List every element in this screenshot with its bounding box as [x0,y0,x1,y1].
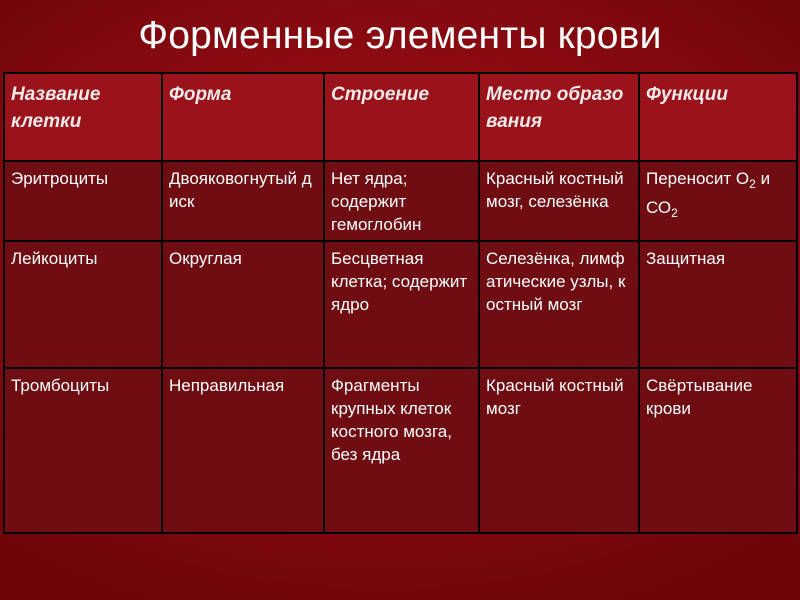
cell-shape: Двояковогнутый диск [162,161,324,241]
cell-name: Тромбоциты [4,368,162,533]
blood-cells-table [3,72,798,534]
slide-title: Форменные элементы крови [138,14,662,57]
table-row [4,241,797,368]
cell-shape: Неправильная [162,368,324,533]
cell-origin: Красный костный мозг, селезёнка [479,161,639,241]
function-text: Переносит О [646,169,750,188]
header-cell-shape: Форма [162,73,324,161]
cell-structure: Нет ядра; содержит гемоглобин [324,161,479,241]
cell-structure: Фрагменты крупных клеток костного мозга, без ядра [324,368,479,533]
cell-function: Защитная [639,241,797,368]
function-text: и СО [646,169,771,217]
cell-origin: Красный костный мозг [479,368,639,533]
cell-origin: Селезёнка, лимфатические узлы, костный мозг [479,241,639,368]
cell-function [639,161,797,241]
header-cell-name: Название клетки [4,73,162,161]
header-cell-function: Функции [639,73,797,161]
cell-name: Лейкоциты [4,241,162,368]
table-row [4,368,797,533]
table-header-row [4,73,797,161]
header-cell-origin: Место образования [479,73,639,161]
cell-name: Эритроциты [4,161,162,241]
cell-shape: Округлая [162,241,324,368]
header-cell-structure: Строение [324,73,479,161]
function-subscript: 2 [671,206,678,220]
function-subscript: 2 [749,177,756,191]
table-row [4,161,797,241]
cell-function: Свёртывание крови [639,368,797,533]
cell-structure: Бесцветная клетка; содержит ядро [324,241,479,368]
